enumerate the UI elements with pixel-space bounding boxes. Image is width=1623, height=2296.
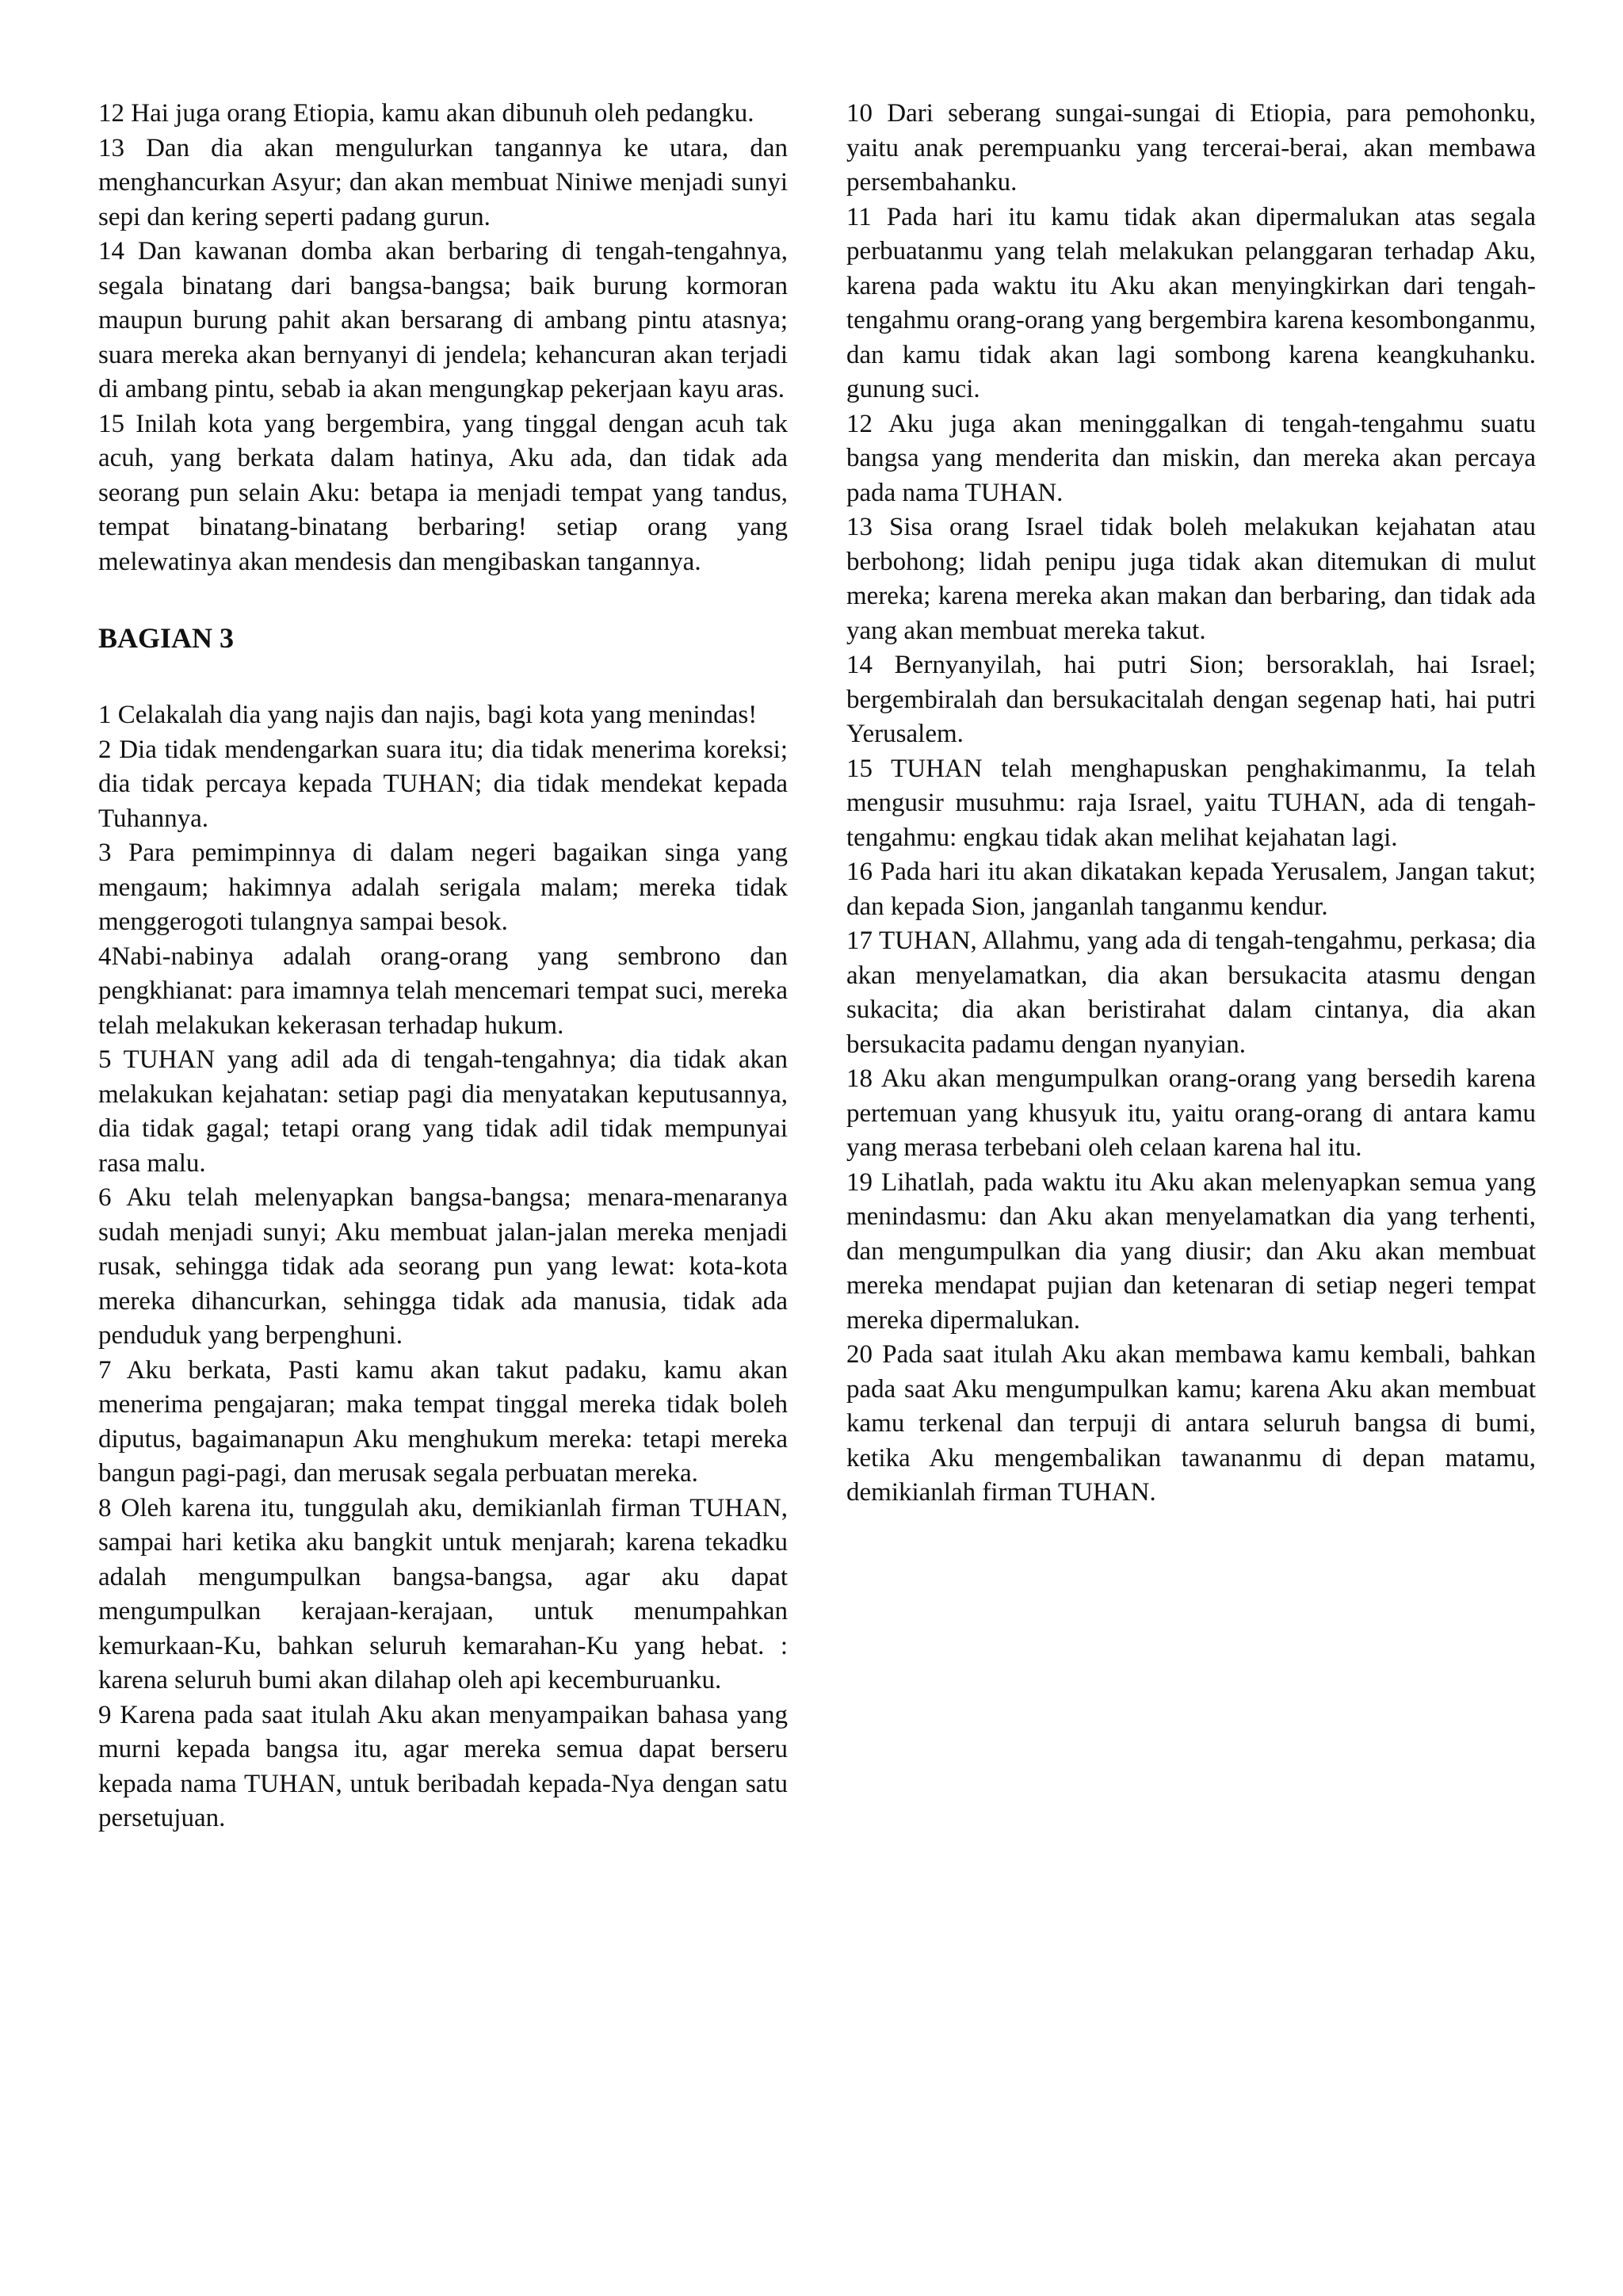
verse-3-6: 6 Aku telah melenyapkan bangsa-bangsa; menara-menaranya sudah menjadi sunyi; Aku membuat jalan-jalan mereka menjadi rusak, sehingga tidak ada seorang pun yang lewat: kota-kota mereka dihancurkan, sehingga tidak ada manusia, tidak ada penduduk yang berpenghuni. — [98, 1183, 788, 1350]
verse-2-12: 12 Hai juga orang Etiopia, kamu akan dibunuh oleh pedangku. — [98, 99, 754, 128]
verse-3-1: 1 Celakalah dia yang najis dan najis, bagi kota yang menindas! — [98, 701, 758, 729]
verse-2-14: 14 Dan kawanan domba akan berbaring di tengah-tengahnya, segala binatang dari bangsa-bangsa; baik burung kormoran maupun burung pahit akan bersarang di ambang pintu atasnya; suara mereka akan bernyanyi di jendela; kehancuran akan terjadi di ambang pintu, sebab ia akan mengungkap pekerjaan kayu aras. — [98, 237, 788, 403]
verse-3-12: 12 Aku juga akan meninggalkan di tengah-tengahmu suatu bangsa yang menderita dan miskin, dan mereka akan percaya pada nama TUHAN. — [846, 409, 1536, 507]
verse-3-20: 20 Pada saat itulah Aku akan membawa kamu kembali, bahkan pada saat Aku mengumpulkan kamu; karena Aku akan membuat kamu terkenal dan terpuji di antara seluruh bangsa di bumi, ketika Aku mengembalikan tawananmu di depan matamu, demikianlah firman TUHAN. — [846, 1340, 1536, 1507]
verse-3-5: 5 TUHAN yang adil ada di tengah-tengahnya; dia tidak akan melakukan kejahatan: setiap pagi dia menyatakan keputusannya, dia tidak gagal; tetapi orang yang tidak adil tidak mempunyai rasa malu. — [98, 1045, 788, 1178]
section-heading: BAGIAN 3 — [98, 622, 235, 654]
verse-3-18: 18 Aku akan mengumpulkan orang-orang yang bersedih karena pertemuan yang khusyuk itu, yaitu orang-orang di antara kamu yang merasa terbebani oleh celaan karena hal itu. — [846, 1064, 1536, 1162]
verse-3-17: 17 TUHAN, Allahmu, yang ada di tengah-tengahmu, perkasa; dia akan menyelamatkan, dia akan bersukacita atasmu dengan sukacita; dia akan beristirahat dalam cintanya, dia akan bersukacita padamu dengan nyanyian. — [846, 926, 1536, 1059]
verse-3-7: 7 Aku berkata, Pasti kamu akan takut padaku, kamu akan menerima pengajaran; maka tempat tinggal mereka tidak boleh diputus, bagaimanapun Aku menghukum mereka: tetapi mereka bangun pagi-pagi, dan merusak segala perbuatan mereka. — [98, 1355, 788, 1488]
verse-3-10: 10 Dari seberang sungai-sungai di Etiopia, para pemohonku, yaitu anak perempuanku yang tercerai-berai, akan membawa persembahanku. — [846, 99, 1536, 197]
verse-3-13: 13 Sisa orang Israel tidak boleh melakukan kejahatan atau berbohong; lidah penipu juga tidak akan ditemukan di mulut mereka; karena mereka akan makan dan berbaring, dan tidak ada yang akan membuat mereka takut. — [846, 513, 1536, 645]
verse-3-16: 16 Pada hari itu akan dikatakan kepada Yerusalem, Jangan takut; dan kepada Sion, janganlah tanganmu kendur. — [846, 858, 1536, 921]
verse-3-9: 9 Karena pada saat itulah Aku akan menyampaikan bahasa yang murni kepada bangsa itu, agar mereka semua dapat berseru kepada nama TUHAN, untuk beribadah kepada-Nya dengan satu persetujuan. — [98, 1700, 788, 1832]
verse-3-2: 2 Dia tidak mendengarkan suara itu; dia tidak menerima koreksi; dia tidak percaya kepada TUHAN; dia tidak mendekat kepada Tuhannya. — [98, 735, 788, 833]
verse-3-11: 11 Pada hari itu kamu tidak akan dipermalukan atas segala perbuatanmu yang telah melakukan pelanggaran terhadap Aku, karena pada waktu itu Aku akan menyingkirkan dari tengah-tengahmu orang-orang yang bergembira karena kesombonganmu, dan kamu tidak akan lagi sombong karena keangkuhanku. gunung suci. — [846, 202, 1536, 403]
verse-2-15: 15 Inilah kota yang bergembira, yang tinggal dengan acuh tak acuh, yang berkata dalam hatinya, Aku ada, dan tidak ada seorang pun selain Aku: betapa ia menjadi tempat yang tandus, tempat binatang-binatang berbaring! setiap orang yang melewatinya akan mendesis dan mengibaskan tangannya. — [98, 409, 788, 576]
left-column — [98, 97, 788, 1836]
verse-3-3: 3 Para pemimpinnya di dalam negeri bagaikan singa yang mengaum; hakimnya adalah serigala malam; mereka tidak menggerogoti tulangnya sampai besok. — [98, 839, 788, 936]
right-column — [846, 97, 1536, 1511]
verse-2-13: 13 Dan dia akan mengulurkan tangannya ke utara, dan menghancurkan Asyur; dan akan membuat Niniwe menjadi sunyi sepi dan kering seperti padang gurun. — [98, 133, 788, 231]
verse-3-15: 15 TUHAN telah menghapuskan penghakimanmu, Ia telah mengusir musuhmu: raja Israel, yaitu TUHAN, ada di tengah-tengahmu: engkau tidak akan melihat kejahatan lagi. — [846, 754, 1536, 852]
verse-3-19: 19 Lihatlah, pada waktu itu Aku akan melenyapkan semua yang menindasmu: dan Aku akan menyelamatkan dia yang terhenti, dan mengumpulkan dia yang diusir; dan Aku akan membuat mereka mendapat pujian dan ketenaran di setiap negeri tempat mereka dipermalukan. — [846, 1167, 1536, 1335]
verse-3-14: 14 Bernyanyilah, hai putri Sion; bersoraklah, hai Israel; bergembiralah dan bersukacitalah dengan segenap hati, hai putri Yerusalem. — [846, 651, 1536, 748]
verse-3-8: 8 Oleh karena itu, tunggulah aku, demikianlah firman TUHAN, sampai hari ketika aku bangkit untuk menjarah; karena tekadku adalah mengumpulkan bangsa-bangsa, agar aku dapat mengumpulkan kerajaan-kerajaan, untuk menumpahkan kemurkaan-Ku, bahkan seluruh kemarahan-Ku yang hebat. : karena seluruh bumi akan dilahap oleh api kecemburuanku. — [98, 1493, 788, 1694]
verse-3-4: 4Nabi-nabinya adalah orang-orang yang sembrono dan pengkhianat: para imamnya telah mencemari tempat suci, mereka telah melakukan kekerasan terhadap hukum. — [98, 942, 788, 1040]
